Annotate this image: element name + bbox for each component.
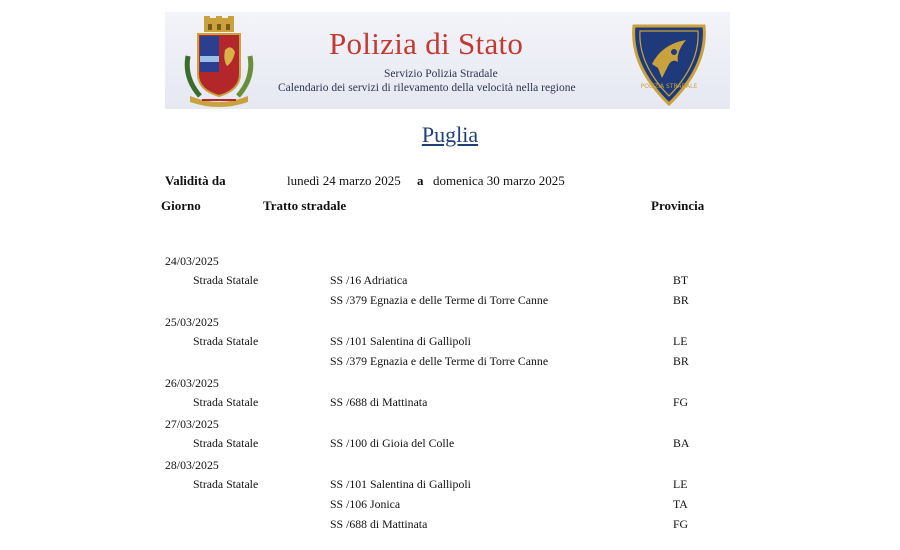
- day-row: [0, 254, 900, 274]
- day-date: 28/03/2025: [165, 458, 219, 472]
- calendar-description: Calendario dei servizi di rilevamento della velocità nella regione: [278, 82, 576, 94]
- road-category: Strada Statale: [193, 395, 259, 409]
- province-code: BR: [673, 293, 689, 307]
- region-title: Puglia: [421, 122, 479, 147]
- polizia-stradale-badge-icon: [628, 22, 710, 106]
- entry-row: [0, 517, 900, 537]
- validity-to: domenica 30 marzo 2025: [433, 173, 565, 188]
- province-code: FG: [673, 517, 689, 531]
- road-category: Strada Statale: [193, 273, 259, 287]
- road-segment: SS /16 Adriatica: [330, 273, 408, 287]
- day-row: [0, 315, 900, 335]
- validity-from: lunedì 24 marzo 2025: [287, 173, 401, 188]
- day-row: [0, 417, 900, 437]
- road-segment: SS /688 di Mattinata: [330, 517, 428, 531]
- entry-row: [0, 273, 900, 293]
- province-code: TA: [673, 497, 688, 511]
- column-header-road: Tratto stradale: [263, 198, 347, 213]
- agency-name: Polizia di Stato: [329, 26, 524, 61]
- day-date: 24/03/2025: [165, 254, 219, 268]
- service-name: Servizio Polizia Stradale: [384, 68, 498, 80]
- day-row: [0, 376, 900, 396]
- badge-text: POLIZIA STRADALE: [640, 83, 698, 90]
- entry-row: [0, 334, 900, 354]
- road-segment: SS /100 di Gioia del Colle: [330, 436, 455, 450]
- column-header-day: Giorno: [161, 198, 201, 213]
- road-segment: SS /688 di Mattinata: [330, 395, 428, 409]
- day-date: 26/03/2025: [165, 376, 219, 390]
- road-category: Strada Statale: [193, 436, 259, 450]
- road-category: Strada Statale: [193, 334, 259, 348]
- entry-row: [0, 293, 900, 313]
- road-segment: SS /379 Egnazia e delle Terme di Torre Canne: [330, 293, 549, 307]
- province-code: BR: [673, 354, 689, 368]
- entry-row: [0, 436, 900, 456]
- entry-row: [0, 354, 900, 374]
- province-code: LE: [673, 477, 688, 491]
- day-date: 27/03/2025: [165, 417, 219, 431]
- day-row: [0, 458, 900, 478]
- province-code: BA: [673, 436, 690, 450]
- road-segment: SS /106 Jonica: [330, 497, 401, 511]
- road-category: Strada Statale: [193, 477, 259, 491]
- entry-row: [0, 477, 900, 497]
- entry-row: [0, 497, 900, 517]
- republic-crest-icon: [182, 16, 256, 108]
- road-segment: SS /379 Egnazia e delle Terme di Torre Canne: [330, 354, 549, 368]
- road-segment: SS /101 Salentina di Gallipoli: [330, 334, 471, 348]
- entry-row: [0, 395, 900, 415]
- province-code: LE: [673, 334, 688, 348]
- road-segment: SS /101 Salentina di Gallipoli: [330, 477, 471, 491]
- province-code: FG: [673, 395, 689, 409]
- province-code: BT: [673, 273, 689, 287]
- column-header-province: Provincia: [651, 198, 705, 213]
- day-date: 25/03/2025: [165, 315, 219, 329]
- validity-label: Validità da: [165, 173, 226, 188]
- validity-separator: a: [417, 173, 424, 188]
